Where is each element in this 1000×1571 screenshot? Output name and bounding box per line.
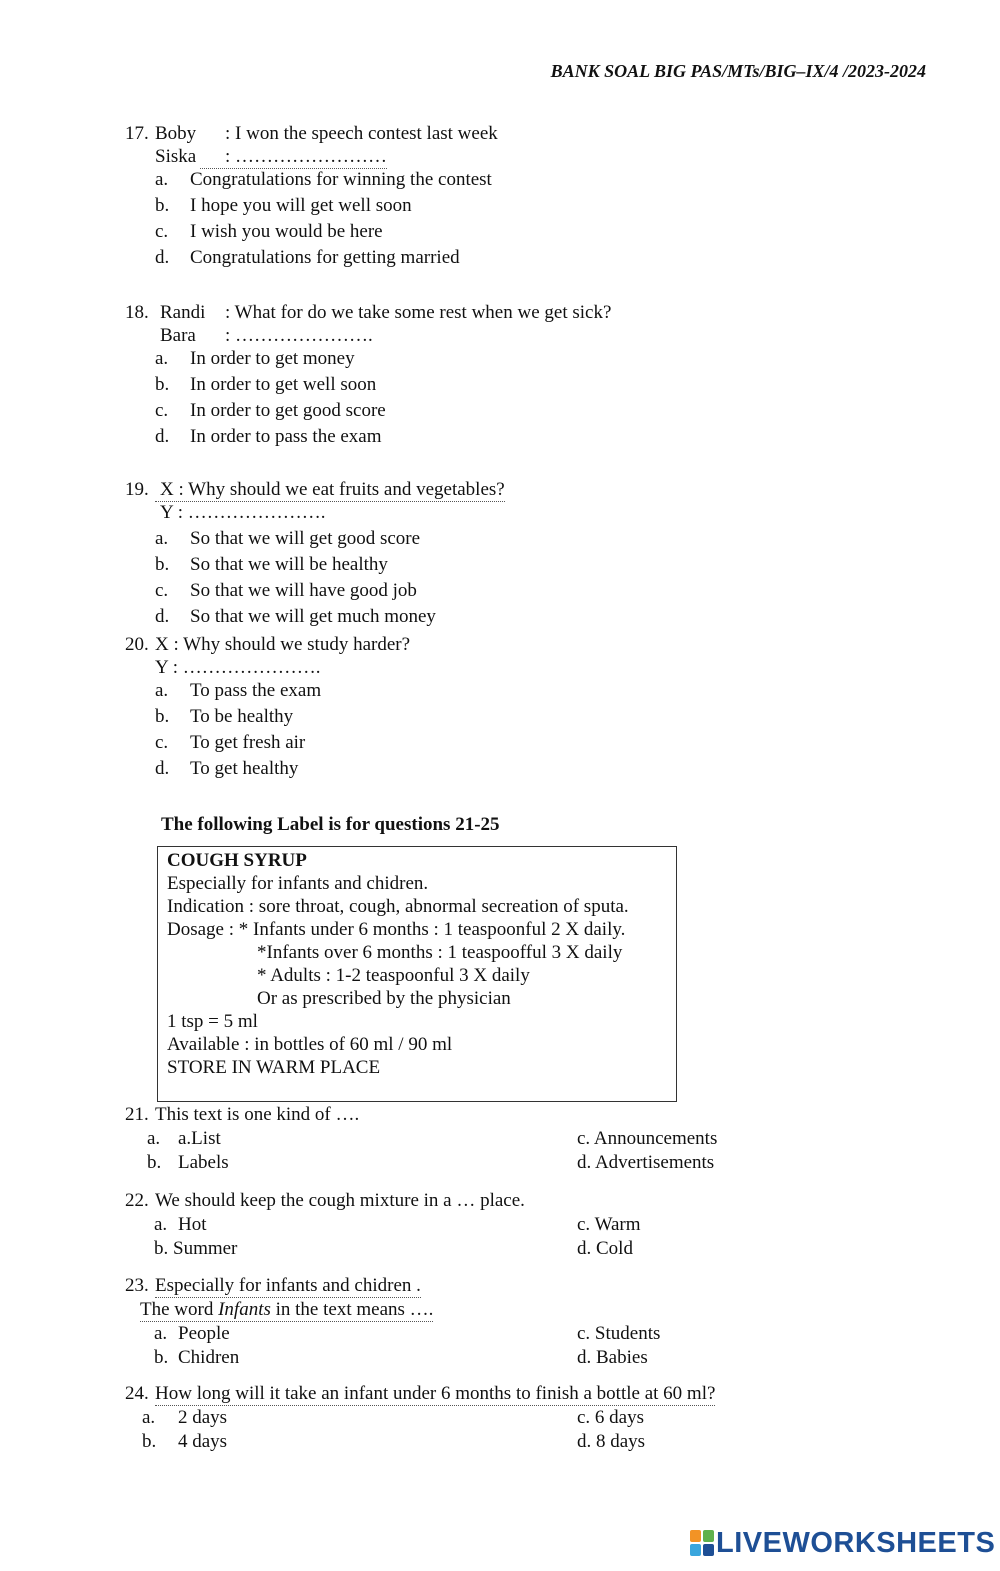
- liveworksheets-logo-icon: [690, 1530, 714, 1556]
- option-text[interactable]: To pass the exam: [190, 680, 322, 701]
- option-letter[interactable]: d.: [155, 426, 170, 447]
- answer-blank[interactable]: Y : ………………….: [155, 657, 321, 678]
- option-d[interactable]: d. Cold: [577, 1238, 633, 1259]
- option-text[interactable]: 4 days: [178, 1431, 228, 1452]
- question-stem: Especially for infants and chidren .: [155, 1275, 421, 1296]
- question-18: [125, 301, 885, 451]
- option-text[interactable]: Labels: [178, 1152, 229, 1173]
- option-letter[interactable]: b.: [154, 1347, 169, 1368]
- option-text[interactable]: Congratulations for getting married: [190, 247, 460, 268]
- speaker-name: Bara: [160, 325, 196, 346]
- option-text[interactable]: Congratulations for winning the contest: [190, 169, 492, 190]
- dialogue-text: : What for do we take some rest when we get sick?: [225, 302, 612, 323]
- option-letter[interactable]: a.: [155, 528, 169, 549]
- label-line: Available : in bottles of 60 ml / 90 ml: [167, 1034, 453, 1055]
- label-line: Especially for infants and chidren.: [167, 873, 429, 894]
- option-letter[interactable]: d.: [155, 758, 170, 779]
- answer-blank[interactable]: : ………………….: [225, 325, 373, 346]
- question-24: [125, 1382, 885, 1454]
- label-line: *Infants over 6 months : 1 teaspoofful 3 X daily: [257, 942, 623, 963]
- option-d[interactable]: d. 8 days: [577, 1431, 646, 1452]
- option-text[interactable]: In order to get money: [190, 348, 355, 369]
- question-stem: X : Why should we eat fruits and vegetables?: [155, 478, 505, 502]
- answer-blank[interactable]: : ……………………: [200, 145, 387, 169]
- option-letter[interactable]: d.: [155, 247, 170, 268]
- option-text[interactable]: 2 days: [178, 1407, 228, 1428]
- option-c[interactable]: c. Students: [577, 1323, 661, 1344]
- question-stem: X : Why should we study harder?: [155, 634, 411, 655]
- option-letter[interactable]: a.: [147, 1128, 161, 1149]
- option-letter[interactable]: c.: [155, 732, 169, 753]
- option-letter[interactable]: b.: [142, 1431, 157, 1452]
- option-letter[interactable]: c.: [155, 580, 169, 601]
- option-text[interactable]: In order to get good score: [190, 400, 386, 421]
- question-number: 20.: [125, 634, 149, 655]
- option-c[interactable]: c. Announcements: [577, 1128, 718, 1149]
- question-number: 23.: [125, 1275, 149, 1296]
- option-letter[interactable]: b.: [147, 1152, 162, 1173]
- question-19: [125, 478, 885, 631]
- question-17: [125, 122, 885, 272]
- question-21: [125, 1103, 885, 1175]
- question-stem: How long will it take an infant under 6 months to finish a bottle at 60 ml?: [155, 1383, 716, 1404]
- question-number: 18.: [125, 302, 149, 323]
- option-text[interactable]: a.List: [178, 1128, 221, 1149]
- option-letter[interactable]: a.: [154, 1214, 168, 1235]
- speaker-name: Boby: [155, 123, 197, 144]
- option-text[interactable]: People: [178, 1323, 230, 1344]
- question-stem: We should keep the cough mixture in a … place.: [155, 1190, 525, 1211]
- option-letter[interactable]: b.: [155, 195, 170, 216]
- question-number: 21.: [125, 1104, 149, 1125]
- option-letter[interactable]: a.: [142, 1407, 156, 1428]
- option-text[interactable]: Chidren: [178, 1347, 240, 1368]
- stem-text: The word: [140, 1299, 219, 1320]
- option-text[interactable]: I hope you will get well soon: [190, 195, 412, 216]
- question-number: 22.: [125, 1190, 149, 1211]
- option-letter[interactable]: a.: [155, 169, 169, 190]
- option-text[interactable]: To be healthy: [190, 706, 294, 727]
- option-text[interactable]: In order to get well soon: [190, 374, 377, 395]
- option-c[interactable]: c. Warm: [577, 1214, 641, 1235]
- option-letter[interactable]: a.: [155, 348, 169, 369]
- option-text[interactable]: Hot: [178, 1214, 207, 1235]
- option-text[interactable]: To get healthy: [190, 758, 299, 779]
- question-23: [125, 1274, 885, 1370]
- cough-syrup-label: [157, 846, 677, 1102]
- stem-italic-word: Infants: [218, 1299, 271, 1320]
- label-line: * Adults : 1-2 teaspoonful 3 X daily: [257, 965, 530, 986]
- question-22: [125, 1189, 885, 1261]
- liveworksheets-logo[interactable]: [690, 1527, 995, 1559]
- option-letter[interactable]: a.: [155, 680, 169, 701]
- option-text[interactable]: In order to pass the exam: [190, 426, 382, 447]
- option-text[interactable]: So that we will get good score: [190, 528, 421, 549]
- speaker-name: Randi: [160, 302, 206, 323]
- option-text[interactable]: To get fresh air: [190, 732, 306, 753]
- option-text[interactable]: So that we will be healthy: [190, 554, 388, 575]
- question-stem-line2: [140, 1298, 433, 1322]
- dialogue-text: : I won the speech contest last week: [225, 123, 498, 144]
- label-line: 1 tsp = 5 ml: [167, 1011, 258, 1032]
- option-letter[interactable]: b.: [155, 374, 170, 395]
- option-letter[interactable]: c.: [155, 221, 169, 242]
- label-line: Indication : sore throat, cough, abnormal secreation of sputa.: [167, 896, 629, 917]
- option-b[interactable]: b. Summer: [154, 1238, 238, 1259]
- question-number: 17.: [125, 123, 149, 144]
- question-number: 19.: [125, 479, 149, 500]
- option-c[interactable]: c. 6 days: [577, 1407, 645, 1428]
- option-letter[interactable]: a.: [154, 1323, 168, 1344]
- option-letter[interactable]: c.: [155, 400, 169, 421]
- label-title: COUGH SYRUP: [167, 850, 307, 871]
- label-line: Dosage : * Infants under 6 months : 1 teaspoonful 2 X daily.: [167, 919, 626, 940]
- question-number: 24.: [125, 1383, 149, 1404]
- label-line: STORE IN WARM PLACE: [167, 1057, 381, 1078]
- page-header: BANK SOAL BIG PAS/MTs/BIG–IX/4 /2023-2024: [550, 61, 926, 81]
- option-text[interactable]: I wish you would be here: [190, 221, 383, 242]
- option-d[interactable]: d. Advertisements: [577, 1152, 715, 1173]
- answer-blank[interactable]: Y : ………………….: [160, 502, 326, 523]
- option-d[interactable]: d. Babies: [577, 1347, 648, 1368]
- option-letter[interactable]: b.: [155, 706, 170, 727]
- label-line: Or as prescribed by the physician: [257, 988, 511, 1009]
- section-heading: The following Label is for questions 21-25: [161, 814, 500, 835]
- stem-text: in the text means ….: [270, 1299, 434, 1320]
- option-letter[interactable]: d.: [155, 606, 170, 627]
- speaker-name: Siska: [155, 146, 197, 167]
- option-text[interactable]: So that we will have good job: [190, 580, 417, 601]
- question-20: [125, 633, 885, 783]
- logo-text: LIVEWORKSHEETS: [716, 1526, 996, 1559]
- question-stem: This text is one kind of ….: [155, 1104, 360, 1125]
- option-text[interactable]: So that we will get much money: [190, 606, 436, 627]
- option-letter[interactable]: b.: [155, 554, 170, 575]
